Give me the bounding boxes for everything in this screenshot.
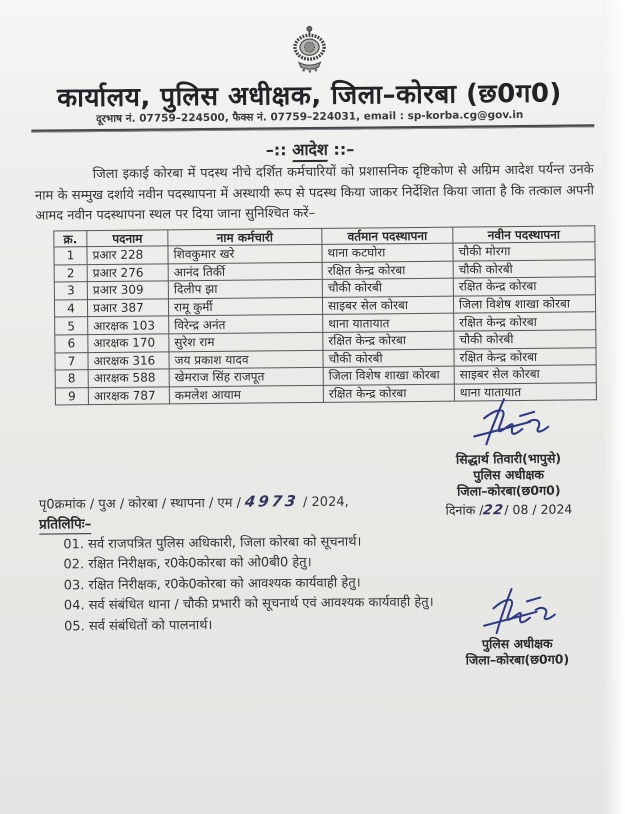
table-cell: कमलेश आयाम [169, 385, 323, 404]
contact-info: दूरभाष नं. 07759–224500, फैक्स नं. 07759–224031, email : sp-korba.cg@gov.in [95, 108, 524, 126]
table-cell: प्रआर 276 [87, 263, 168, 281]
table-cell: रक्षित केन्द्र कोरबा [454, 312, 596, 331]
date-rest: / 08 / 2024 [504, 501, 573, 518]
order-heading-suffix: ::– [333, 139, 355, 159]
table-cell: जिला विशेष शाखा कोरबा [323, 366, 454, 385]
table-cell: आरक्षक 103 [88, 316, 169, 334]
table-cell: आरक्षक 170 [88, 334, 169, 352]
table-cell: प्रआर 228 [87, 246, 168, 264]
handwritten-signature-icon [448, 396, 568, 449]
table-cell: 4 [54, 299, 87, 317]
table-cell: रक्षित केन्द्र कोरबा [322, 261, 453, 280]
memo-ref-prefix: पृ0क्रमांक / पुअ / कोरबा / स्थापना / एम / [38, 495, 242, 513]
table-cell: 9 [55, 387, 88, 405]
table-cell: थाना यातायात [323, 314, 454, 333]
table-cell: रक्षित केन्द्र कोरबा [453, 277, 595, 296]
table-cell: जय प्रकाश यादव [169, 350, 323, 369]
table-cell: थाना कटघोरा [322, 243, 453, 262]
copy-list [63, 532, 434, 638]
table-cell: रामू कुर्मी [168, 297, 322, 316]
table-cell: 5 [55, 317, 88, 335]
officer-name: सिद्धार्थ तिवारी(भापुसे) [455, 450, 562, 467]
table-header-cell: क्र. [54, 231, 87, 247]
order-date [409, 500, 609, 519]
table-cell: प्रआर 387 [87, 299, 168, 317]
police-crest-icon [286, 24, 333, 82]
date-label: दिनांक / [445, 502, 484, 518]
copy-list-item: 01. सर्व राजपत्रित पुलिस अधिकारी, जिला कोरबा को सूचनार्थ। [63, 534, 362, 553]
table-cell: चौकी कोरबी [454, 330, 596, 349]
handwritten-date-day: 22 [482, 502, 506, 519]
table-cell: 6 [55, 335, 88, 353]
copy-list-item: 04. सर्व संबंधित थाना / चौकी प्रभारी को सूचनार्थ एवं आवश्यक कार्यवाही हेतु। [63, 595, 434, 614]
signature-block-secondary [422, 585, 613, 669]
memo-reference-line [39, 492, 349, 513]
table-cell: चौकी मोरगा [453, 242, 595, 261]
table-cell: आरक्षक 316 [88, 351, 169, 369]
table-cell: आनंद तिर्की [168, 262, 322, 281]
table-cell: चौकी कोरबी [323, 349, 454, 368]
table-header-cell: पदनाम [87, 230, 168, 247]
table-cell: 7 [55, 352, 88, 370]
table-cell: आरक्षक 588 [88, 369, 169, 387]
table-cell: रक्षित केन्द्र कोरबा [454, 347, 596, 366]
table-cell: शिवकुमार खरे [168, 244, 322, 263]
table-header-cell: नाम कर्मचारी [168, 228, 322, 245]
officer-district: जिला–कोरबा(छ0ग0) [465, 651, 570, 668]
order-heading [0, 135, 623, 163]
handwritten-memo-number: 4973 [243, 492, 301, 511]
table-cell: जिला विशेष शाखा कोरबा [453, 295, 595, 314]
officer-designation: पुलिस अधीक्षक [473, 466, 545, 483]
table-cell: रक्षित केन्द्र कोरबा [323, 331, 454, 350]
table-cell: रक्षित केन्द्र कोरबा [323, 384, 454, 403]
table-cell: साइबर सेल कोरबा [322, 296, 453, 315]
table-header-cell: नवीन पदस्थापना [453, 226, 595, 243]
table-cell: चौकी कोरबी [322, 278, 453, 297]
order-heading-word: आदेश [292, 140, 328, 162]
table-cell: 3 [54, 282, 87, 300]
table-cell: आरक्षक 787 [88, 387, 169, 405]
signature-block-primary [408, 395, 609, 519]
order-heading-prefix: –:: [265, 140, 287, 160]
transfer-table-body [54, 242, 596, 406]
copy-list-item: 03. रक्षित निरीक्षक, र0के0कोरबा को आवश्यक कार्यवाही हेतु। [63, 575, 361, 594]
table-cell: चौकी कोरबी [453, 259, 595, 278]
table-cell: साइबर सेल कोरबा [454, 365, 596, 384]
table-cell: 8 [55, 370, 88, 388]
copy-to-heading: प्रतिलिपिः– [39, 516, 92, 533]
copy-list-item: 05. सर्व संबंधितों को पालनार्थ। [64, 617, 213, 635]
memo-ref-suffix: / 2024, [302, 494, 349, 511]
order-body-paragraph: जिला इकाई कोरबा में पदस्थ नीचे दर्शित कर्मचारियों को प्रशासनिक दृष्टिकोण से अग्रिम आदेश पर्यन्त उनके नाम के सम्मुख दर्शाये नवीन पदस्थापना में अस्थायी रूप से पदस्थ किया जाकर निर्देशित किया जाता है कि तत्काल अपनी आमद नवीन पदस्थापना स्थल पर दिया जाना सुनिश्चित करें– [34, 162, 595, 224]
office-title: कार्यालय, पुलिस अधीक्षक, जिला–कोरबा (छ0ग0) [57, 78, 563, 114]
table-cell: 2 [54, 264, 87, 282]
officer-designation: पुलिस अधीक्षक [481, 635, 553, 652]
handwritten-signature-icon [459, 585, 574, 636]
table-cell: 1 [54, 247, 87, 265]
table-cell: दिलीप झा [168, 280, 322, 299]
table-cell: विरेन्द्र अनंत [169, 315, 323, 334]
table-header-cell: वर्तमान पदस्थापना [322, 227, 453, 244]
officer-district: जिला–कोरबा(छ0ग0) [457, 482, 561, 499]
table-cell: खेमराज सिंह राजपूत [169, 368, 323, 387]
copy-list-item: 02. रक्षित निरीक्षक, र0के0कोरबा को ओ0बी0 हेतु। [63, 555, 312, 573]
table-cell: थाना यातायात [454, 383, 596, 402]
table-cell: सुरेश राम [169, 332, 323, 351]
transfer-table [53, 225, 597, 406]
table-cell: प्रआर 309 [87, 281, 168, 299]
